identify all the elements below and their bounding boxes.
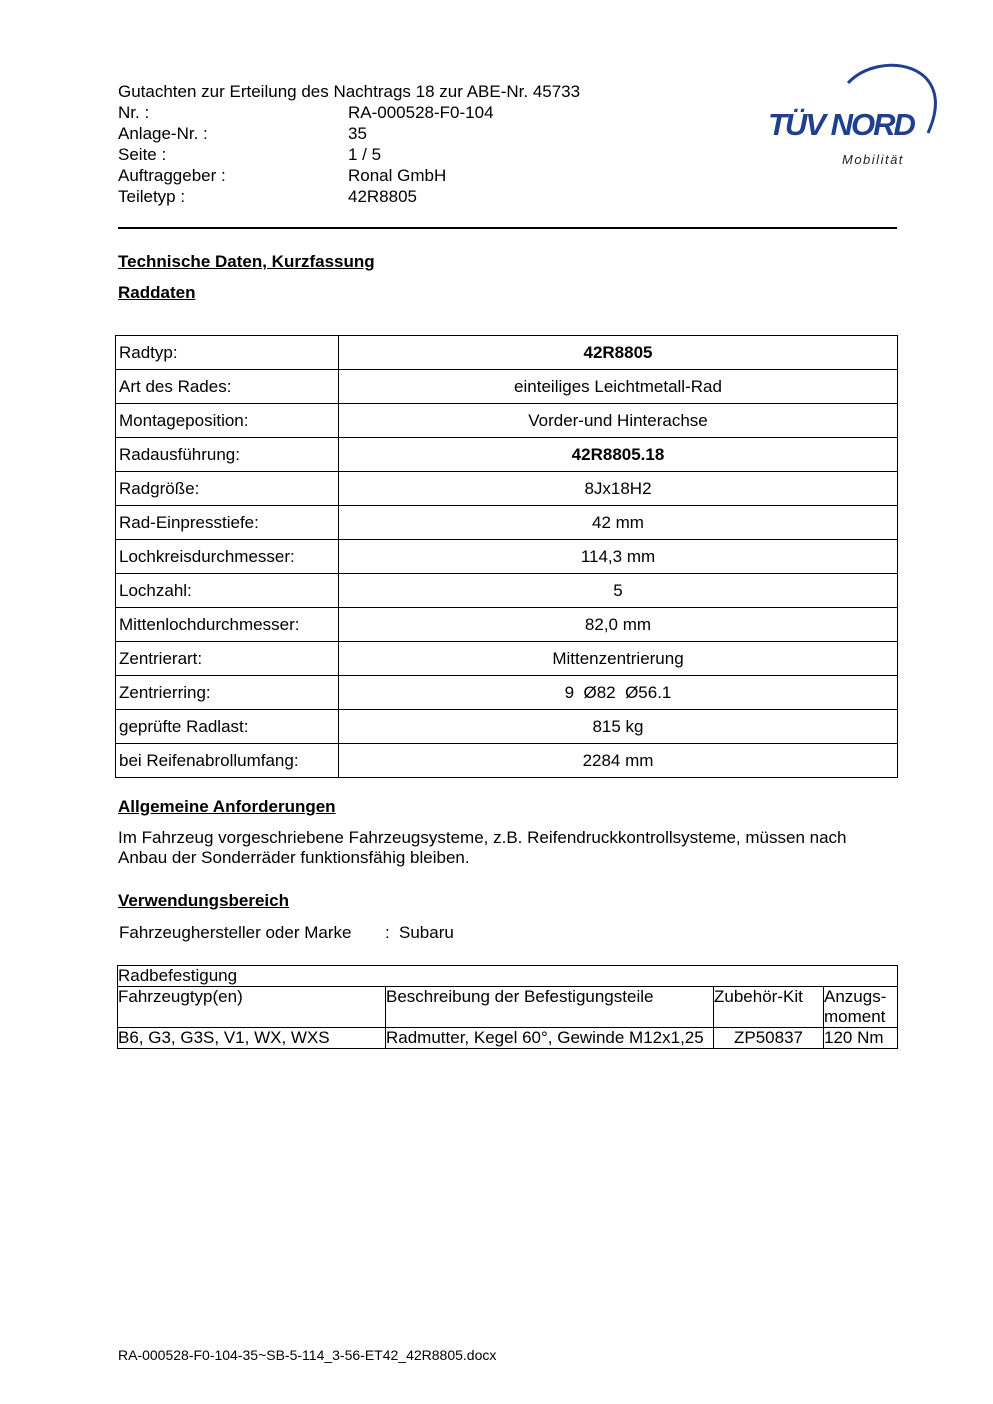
header-field-value: RA-000528-F0-104 — [348, 103, 494, 122]
table-row — [116, 336, 898, 370]
table-cell-value: Mittenzentrierung — [339, 642, 898, 676]
table-cell: 120 Nm — [824, 1028, 898, 1049]
table-header-row — [118, 987, 898, 1028]
header-field-value: Ronal GmbH — [348, 166, 447, 185]
section-heading-general: Allgemeine Anforderungen — [118, 797, 336, 816]
tuv-nord-logo — [760, 55, 945, 175]
table-header-cell: Beschreibung der Befestigungsteile — [386, 987, 714, 1028]
document-footer-filename: RA-000528-F0-104-35~SB-5-114_3-56-ET42_42R8805.docx — [118, 1347, 497, 1363]
table-cell-value: 5 — [339, 574, 898, 608]
header-field-label: Anlage-Nr. : — [118, 124, 208, 143]
table-cell-value: 2284 mm — [339, 744, 898, 778]
table-row — [116, 710, 898, 744]
header-field-label: Auftraggeber : — [118, 166, 226, 185]
general-requirements-text: Im Fahrzeug vorgeschriebene Fahrzeugsysteme, z.B. Reifendruckkontrollsysteme, müssen nach Anbau der Sonderräder funktionsfähig bleiben. — [118, 828, 847, 867]
table-cell: ZP50837 — [714, 1028, 824, 1049]
table-row — [116, 438, 898, 472]
header-field — [118, 123, 580, 144]
table-cell-value: 815 kg — [339, 710, 898, 744]
table-cell-label: Lochzahl: — [116, 574, 339, 608]
table-row — [116, 404, 898, 438]
table-cell-value: 42 mm — [339, 506, 898, 540]
table-cell-label: Radtyp: — [116, 336, 339, 370]
table-cell-label: Montageposition: — [116, 404, 339, 438]
header-field — [118, 186, 580, 207]
section-heading-technical: Technische Daten, Kurzfassung — [118, 252, 375, 271]
table-row — [116, 744, 898, 778]
logo-wordmark: TÜV NORD — [768, 107, 914, 142]
table-cell-label: Mittenlochdurchmesser: — [116, 608, 339, 642]
wheel-data-table — [115, 335, 898, 778]
maker-separator: : — [385, 923, 390, 942]
maker-value: Subaru — [399, 923, 454, 942]
table-header-cell: Fahrzeugtyp(en) — [118, 987, 386, 1028]
table-cell-value: 8Jx18H2 — [339, 472, 898, 506]
table-cell-value: 114,3 mm — [339, 540, 898, 574]
table-cell-label: bei Reifenabrollumfang: — [116, 744, 339, 778]
table-row — [116, 574, 898, 608]
header-field-label: Seite : — [118, 145, 167, 164]
section-heading-wheel-data: Raddaten — [118, 283, 196, 302]
table-cell-label: Rad-Einpresstiefe: — [116, 506, 339, 540]
table-cell-label: Zentrierart: — [116, 642, 339, 676]
table-cell-label: Radausführung: — [116, 438, 339, 472]
header-field — [118, 165, 580, 186]
table-cell-value: 82,0 mm — [339, 608, 898, 642]
table-header-cell: Zubehör-Kit — [714, 987, 824, 1028]
table-cell-value: 42R8805.18 — [339, 438, 898, 472]
header-field-value: 35 — [348, 124, 367, 143]
table-title-row — [118, 966, 898, 987]
table-cell-value: 42R8805 — [339, 336, 898, 370]
table-cell-value: 9 Ø82 Ø56.1 — [339, 676, 898, 710]
table-row — [116, 540, 898, 574]
table-cell-label: Art des Rades: — [116, 370, 339, 404]
header-field — [118, 144, 580, 165]
table-cell-label: Radgröße: — [116, 472, 339, 506]
table-cell: B6, G3, G3S, V1, WX, WXS — [118, 1028, 386, 1049]
table-cell-label: Zentrierring: — [116, 676, 339, 710]
section-heading-usage: Verwendungsbereich — [118, 891, 289, 910]
vehicle-maker-line — [119, 923, 454, 943]
table-row — [116, 608, 898, 642]
table-header-cell: Anzugs-moment — [824, 987, 898, 1028]
table-cell-value: einteiliges Leichtmetall-Rad — [339, 370, 898, 404]
table-row — [116, 642, 898, 676]
header-field-label: Teiletyp : — [118, 187, 186, 206]
header-field-value: 42R8805 — [348, 187, 418, 206]
maker-label: Fahrzeughersteller oder Marke — [119, 923, 352, 942]
table-row — [116, 472, 898, 506]
table-cell-label: geprüfte Radlast: — [116, 710, 339, 744]
table-row — [116, 506, 898, 540]
table-row — [116, 370, 898, 404]
wheel-mounting-table — [117, 965, 898, 1049]
header-field-label: Nr. : — [118, 103, 150, 122]
header-field-value: 1 / 5 — [348, 145, 382, 164]
table-title: Radbefestigung — [118, 966, 898, 987]
table-row — [116, 676, 898, 710]
table-cell: Radmutter, Kegel 60°, Gewinde M12x1,25 — [386, 1028, 714, 1049]
table-cell-label: Lochkreisdurchmesser: — [116, 540, 339, 574]
header-field — [118, 102, 580, 123]
header-divider — [118, 227, 897, 229]
table-row — [118, 1028, 898, 1049]
document-header — [118, 81, 580, 207]
table-cell-value: Vorder-und Hinterachse — [339, 404, 898, 438]
logo-subtitle: Mobilität — [842, 152, 904, 167]
document-title: Gutachten zur Erteilung des Nachtrags 18 zur ABE-Nr. 45733 — [118, 82, 581, 101]
